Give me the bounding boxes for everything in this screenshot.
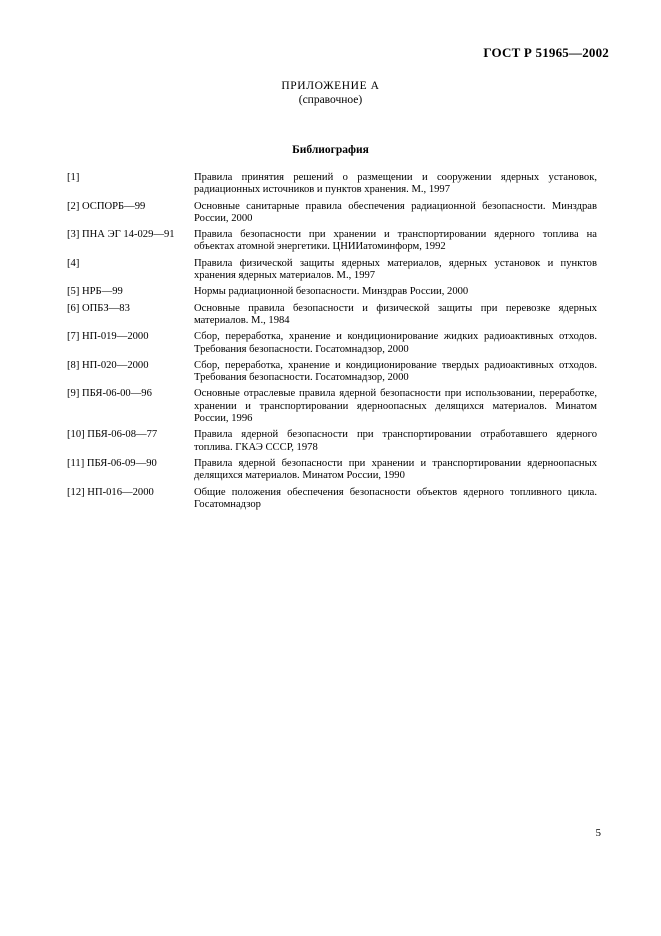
- bibliography-entry: [67, 388, 597, 425]
- entry-text: Нормы радиационной безопасности. Минздрав России, 2000: [194, 286, 469, 298]
- entry-text: Основные правила безопасности и физической защиты при перевозке ядерных материалов. М., 1984: [194, 302, 597, 326]
- document-code: ГОСТ Р 51965—2002: [483, 45, 609, 60]
- entry-reference: [11] ПБЯ-06-09—90: [67, 457, 157, 469]
- entry-reference: [9] ПБЯ-06-00—96: [67, 388, 152, 400]
- appendix-subtitle: (справочное): [298, 94, 363, 106]
- bibliography-title: Библиография: [292, 144, 369, 156]
- entry-reference: [2] ОСПОРБ—99: [67, 200, 146, 212]
- bibliography-entry: [67, 331, 597, 356]
- entry-reference: [4]: [67, 257, 80, 269]
- bibliography-entry: [67, 286, 597, 298]
- bibliography-entry: [67, 429, 597, 454]
- entry-text: Основные санитарные правила обеспечения радиационной безопасности. Минздрав России, 2000: [194, 200, 597, 224]
- entry-text: Сбор, переработка, хранение и кондиционирование жидких радиоактивных отходов. Требования безопасности. Госатомнадзор, 2000: [194, 331, 597, 355]
- appendix-title: ПРИЛОЖЕНИЕ А: [281, 80, 380, 92]
- entry-reference: [1]: [67, 172, 80, 183]
- entry-reference: [8] НП-020—2000: [67, 359, 149, 371]
- bibliography-entry: [67, 201, 597, 226]
- entry-reference: [7] НП-019—2000: [67, 331, 149, 343]
- bibliography-entry: [67, 172, 597, 197]
- bibliography-entry: [67, 303, 597, 328]
- bibliography-entry: [67, 487, 597, 512]
- bibliography-entry: [67, 258, 597, 283]
- entry-text: Правила принятия решений о размещении и сооружении ядерных установок, радиационных источников и пунктов хранения. М., 1997: [194, 172, 597, 196]
- entry-text: Основные отраслевые правила ядерной безопасности при использовании, переработке, хранении и транспортировании ядерноопасных делящихся материалов. Минатом России, 1996: [194, 388, 597, 425]
- entry-reference: [12] НП-016—2000: [67, 486, 154, 498]
- entry-reference: [10] ПБЯ-06-08—77: [67, 429, 158, 441]
- entry-text: Правила безопасности при хранении и транспортировании ядерного топлива на объектах атомной энергетики. ЦНИИатоминформ, 1992: [194, 229, 597, 253]
- entry-reference: [6] ОПБЗ—83: [67, 302, 130, 314]
- entry-text: Правила ядерной безопасности при хранении и транспортировании ядерноопасных делящихся материалов. Минатом России, 1990: [194, 457, 597, 482]
- entry-text: Сбор, переработка, хранение и кондиционирование твердых радиоактивных отходов. Требования безопасности. Госатомнадзор, 2000: [194, 359, 597, 384]
- appendix-heading: [0, 79, 661, 107]
- bibliography-entry: [67, 360, 597, 385]
- entry-reference: [3] ПНА ЭГ 14-029—91: [67, 229, 175, 241]
- entry-reference: [5] НРБ—99: [67, 286, 123, 298]
- entry-text: Правила ядерной безопасности при транспортировании отработавшего ядерного топлива. ГКАЭ СССР, 1978: [194, 429, 597, 453]
- entry-text: Правила физической защиты ядерных материалов, ядерных установок и пунктов хранения ядерных материалов. М., 1997: [194, 257, 597, 282]
- page-number: 5: [595, 827, 601, 839]
- entry-text: Общие положения обеспечения безопасности объектов ядерного топливного цикла. Госатомнадзор: [194, 486, 597, 510]
- bibliography-entry: [67, 229, 597, 254]
- bibliography-list: [67, 172, 597, 515]
- bibliography-entry: [67, 458, 597, 483]
